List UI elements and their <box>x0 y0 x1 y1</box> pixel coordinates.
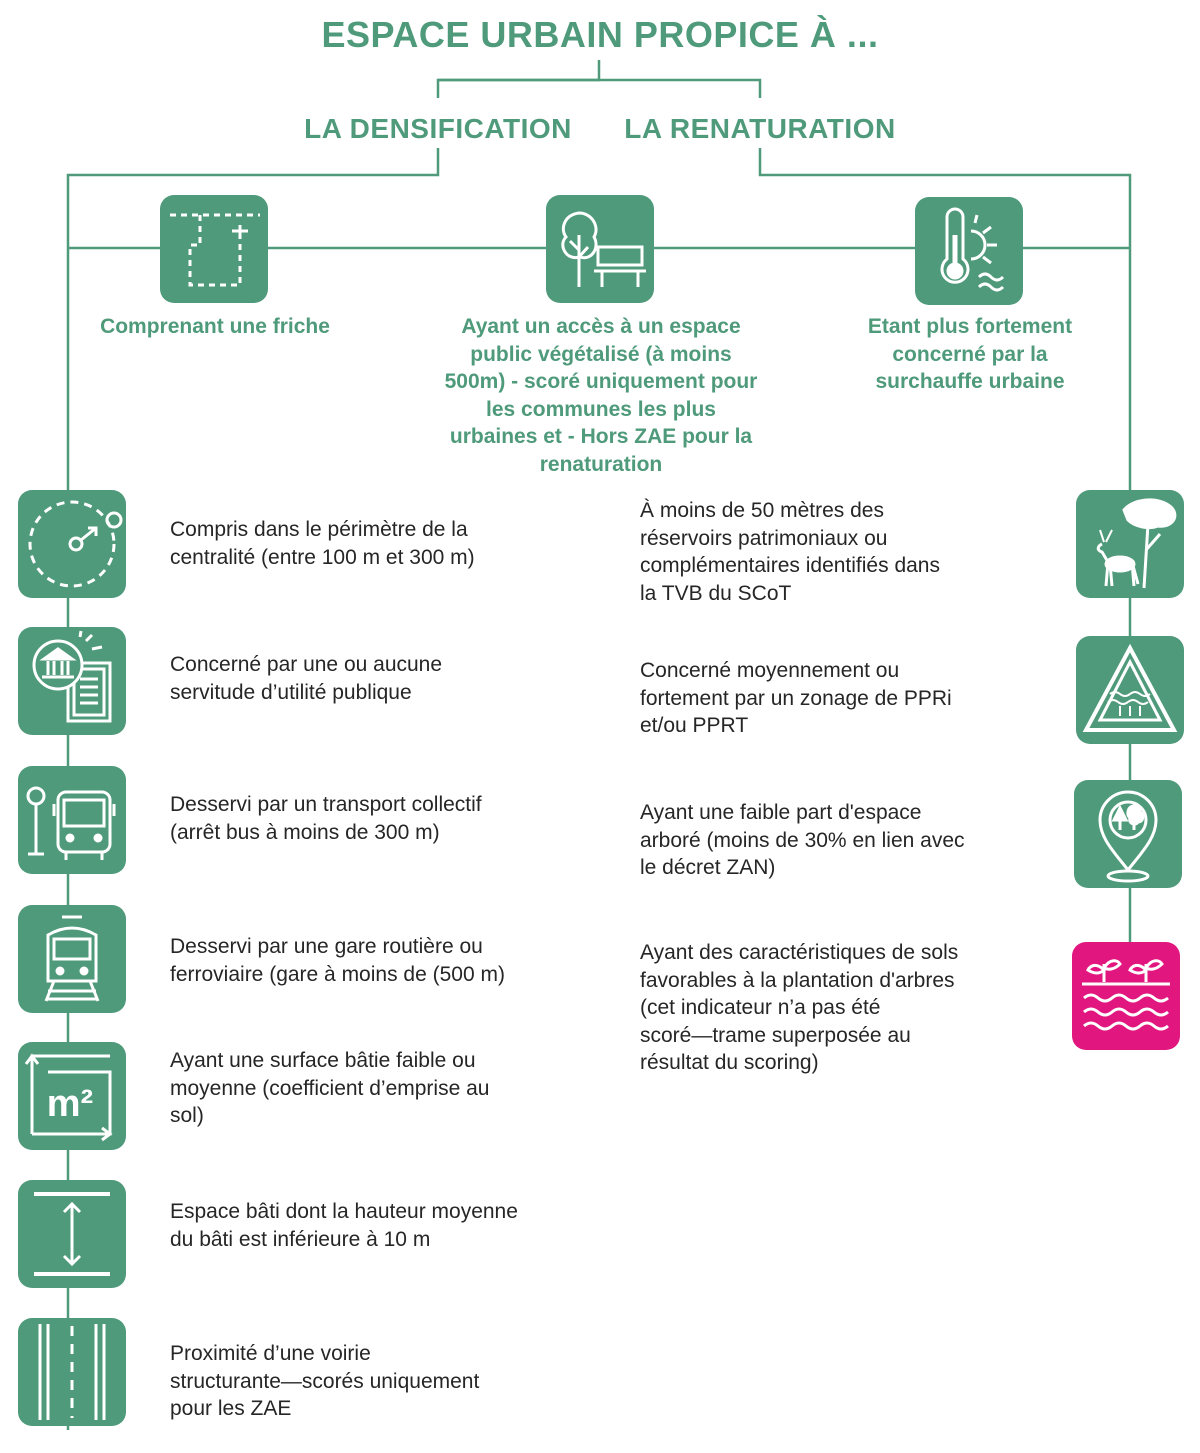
flood-warning-icon <box>1076 636 1184 744</box>
densification-criterion-1: Compris dans le périmètre de la centralité (entre 100 m et 300 m) <box>170 518 475 569</box>
branch-renaturation: LA RENATURATION <box>624 113 896 144</box>
height-arrow-icon <box>18 1180 126 1288</box>
soil-sprouts-icon <box>1072 942 1180 1050</box>
tree-location-pin-icon <box>1074 780 1182 888</box>
public-building-document-icon <box>18 627 126 735</box>
friche-plan-icon <box>160 195 268 303</box>
renaturation-criterion-3: Ayant une faible part d'espace arboré (moins de 30% en lien avec le décret ZAN) <box>640 801 965 879</box>
densification-criterion-7: Proximité d’une voirie structurante—scorés uniquement pour les ZAE <box>170 1342 480 1420</box>
title-connector-right <box>438 80 760 98</box>
road-icon <box>18 1318 126 1426</box>
renaturation-criterion-1: À moins de 50 mètres des réservoirs patrimoniaux ou complémentaires identifiés dans la TVB du SCoT <box>640 499 940 605</box>
renaturation-criterion-4: Ayant des caractéristiques de sols favorables à la plantation d'arbres (cet indicateur n’a pas été scoré—trame superposée au résultat du scoring) <box>640 941 959 1074</box>
bus-stop-icon <box>18 766 126 874</box>
centrality-perimeter-icon <box>18 490 126 598</box>
densification-criterion-4: Desservi par une gare routière ou ferroviaire (gare à moins de (500 m) <box>170 935 505 986</box>
train-icon <box>18 905 126 1013</box>
square-meter-icon <box>18 1042 126 1150</box>
branch-densification: LA DENSIFICATION <box>304 113 572 144</box>
densification-criterion-3: Desservi par un transport collectif (arrêt bus à moins de 300 m) <box>170 793 482 844</box>
diagram-title: ESPACE URBAIN PROPICE À ... <box>321 14 879 55</box>
tree-bench-icon <box>546 195 654 303</box>
thermometer-sun-icon <box>915 197 1023 305</box>
renaturation-criterion-2: Concerné moyennement ou fortement par un zonage de PPRi et/ou PPRT <box>640 659 952 737</box>
shared-criterion-3: Etant plus fortement concerné par la surchauffe urbaine <box>867 315 1073 393</box>
densification-criterion-5: Ayant une surface bâtie faible ou moyenne (coefficient d’emprise au sol) <box>170 1049 490 1127</box>
densification-criterion-6: Espace bâti dont la hauteur moyenne du bâti est inférieure à 10 m <box>170 1200 518 1251</box>
shared-criterion-1: Comprenant une friche <box>100 315 330 338</box>
shared-criterion-2: Ayant un accès à un espace public végétalisé (à moins 500m) - scoré uniquement pour les communes les plus urbaines et - Hors ZAE pour la renaturation <box>444 315 758 476</box>
densification-criterion-2: Concerné par une ou aucune servitude d’utilité publique <box>170 653 443 704</box>
svg-text:m²: m² <box>46 1083 94 1125</box>
deer-tree-icon <box>1076 490 1184 598</box>
